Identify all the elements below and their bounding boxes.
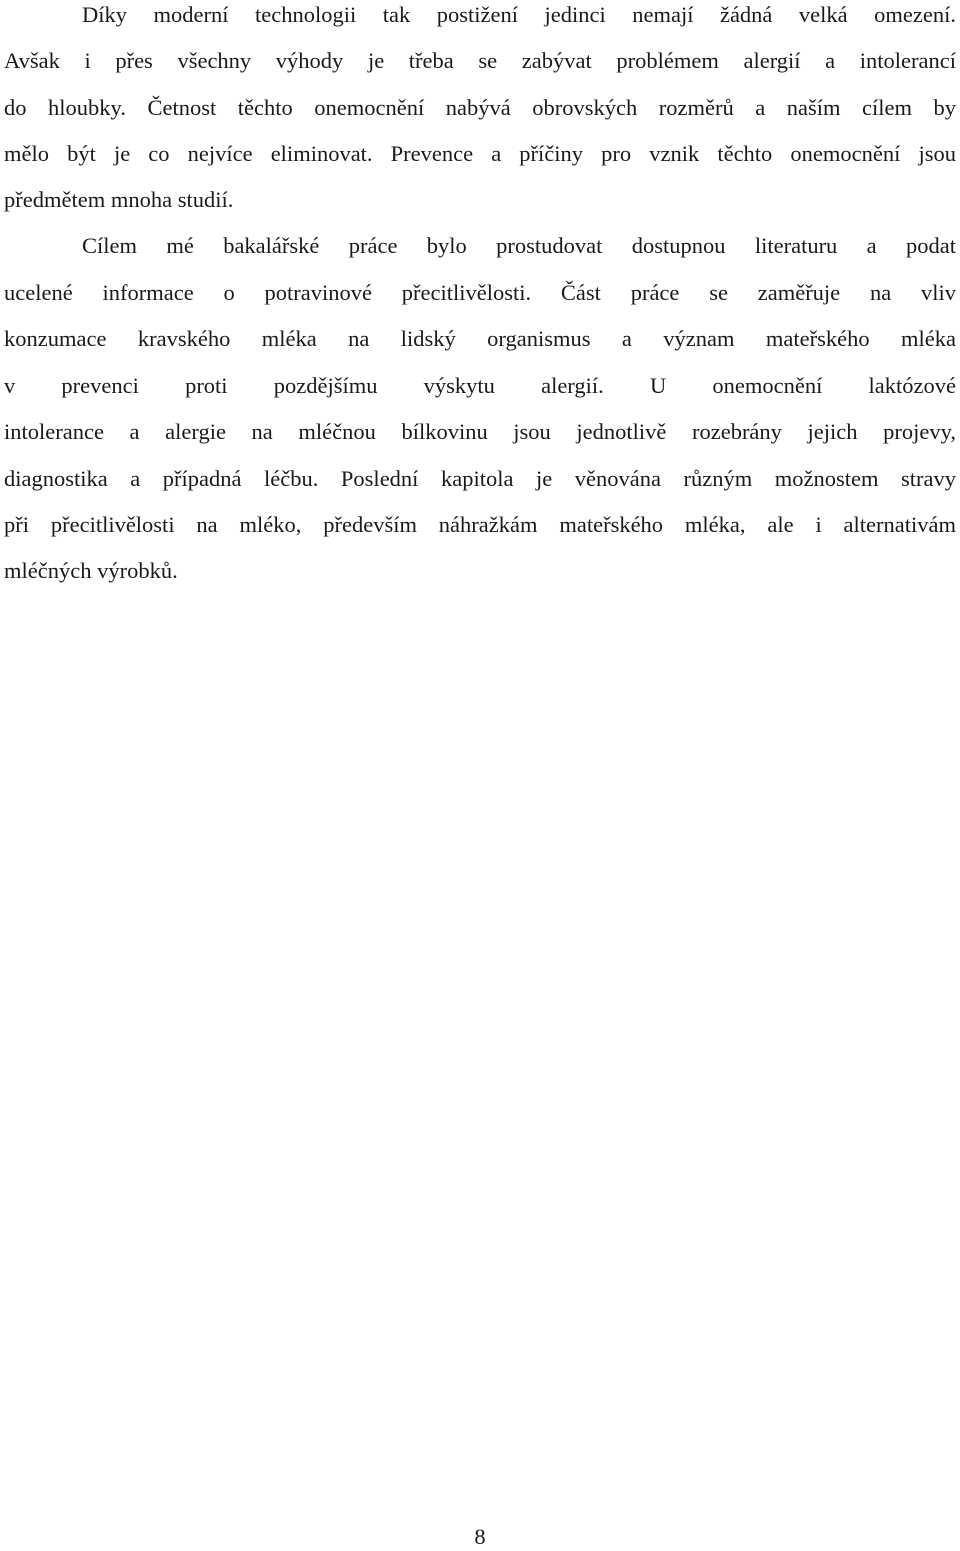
- paragraph-2-line-8: mléčných výrobků.: [4, 558, 178, 583]
- paragraph-1-line-3: do hloubky. Četnost těchto onemocnění nabývá obrovských rozměrů a naším cílem by: [4, 95, 956, 120]
- paragraph-2-line-3: konzumace kravského mléka na lidský organismus a význam mateřského mléka: [4, 326, 956, 351]
- paragraph-2-line-1: Cílem mé bakalářské práce bylo prostudovat dostupnou literaturu a podat: [82, 233, 956, 258]
- paragraph-2-line-2: ucelené informace o potravinové přecitlivělosti. Část práce se zaměřuje na vliv: [4, 280, 956, 305]
- paragraph-1-line-4: mělo být je co nejvíce eliminovat. Prevence a příčiny pro vznik těchto onemocnění jsou: [4, 141, 956, 166]
- page-number: 8: [474, 1524, 486, 1549]
- paragraph-1-line-5: předmětem mnoha studií.: [4, 187, 234, 212]
- paragraph-1-line-1: Díky moderní technologii tak postižení jedinci nemají žádná velká omezení.: [82, 2, 956, 27]
- paragraph-2-line-4: v prevenci proti pozdějšímu výskytu alergií. U onemocnění laktózové: [4, 373, 956, 398]
- paragraph-2-line-7: při přecitlivělosti na mléko, především náhražkám mateřského mléka, ale i alternativám: [4, 512, 956, 537]
- paragraph-2-line-6: diagnostika a případná léčbu. Poslední kapitola je věnována různým možnostem stravy: [4, 466, 956, 491]
- paragraph-1-line-2: Avšak i přes všechny výhody je třeba se zabývat problémem alergií a intolerancí: [4, 48, 956, 73]
- paragraph-2-line-5: intolerance a alergie na mléčnou bílkovinu jsou jednotlivě rozebrány jejich projevy,: [4, 419, 956, 444]
